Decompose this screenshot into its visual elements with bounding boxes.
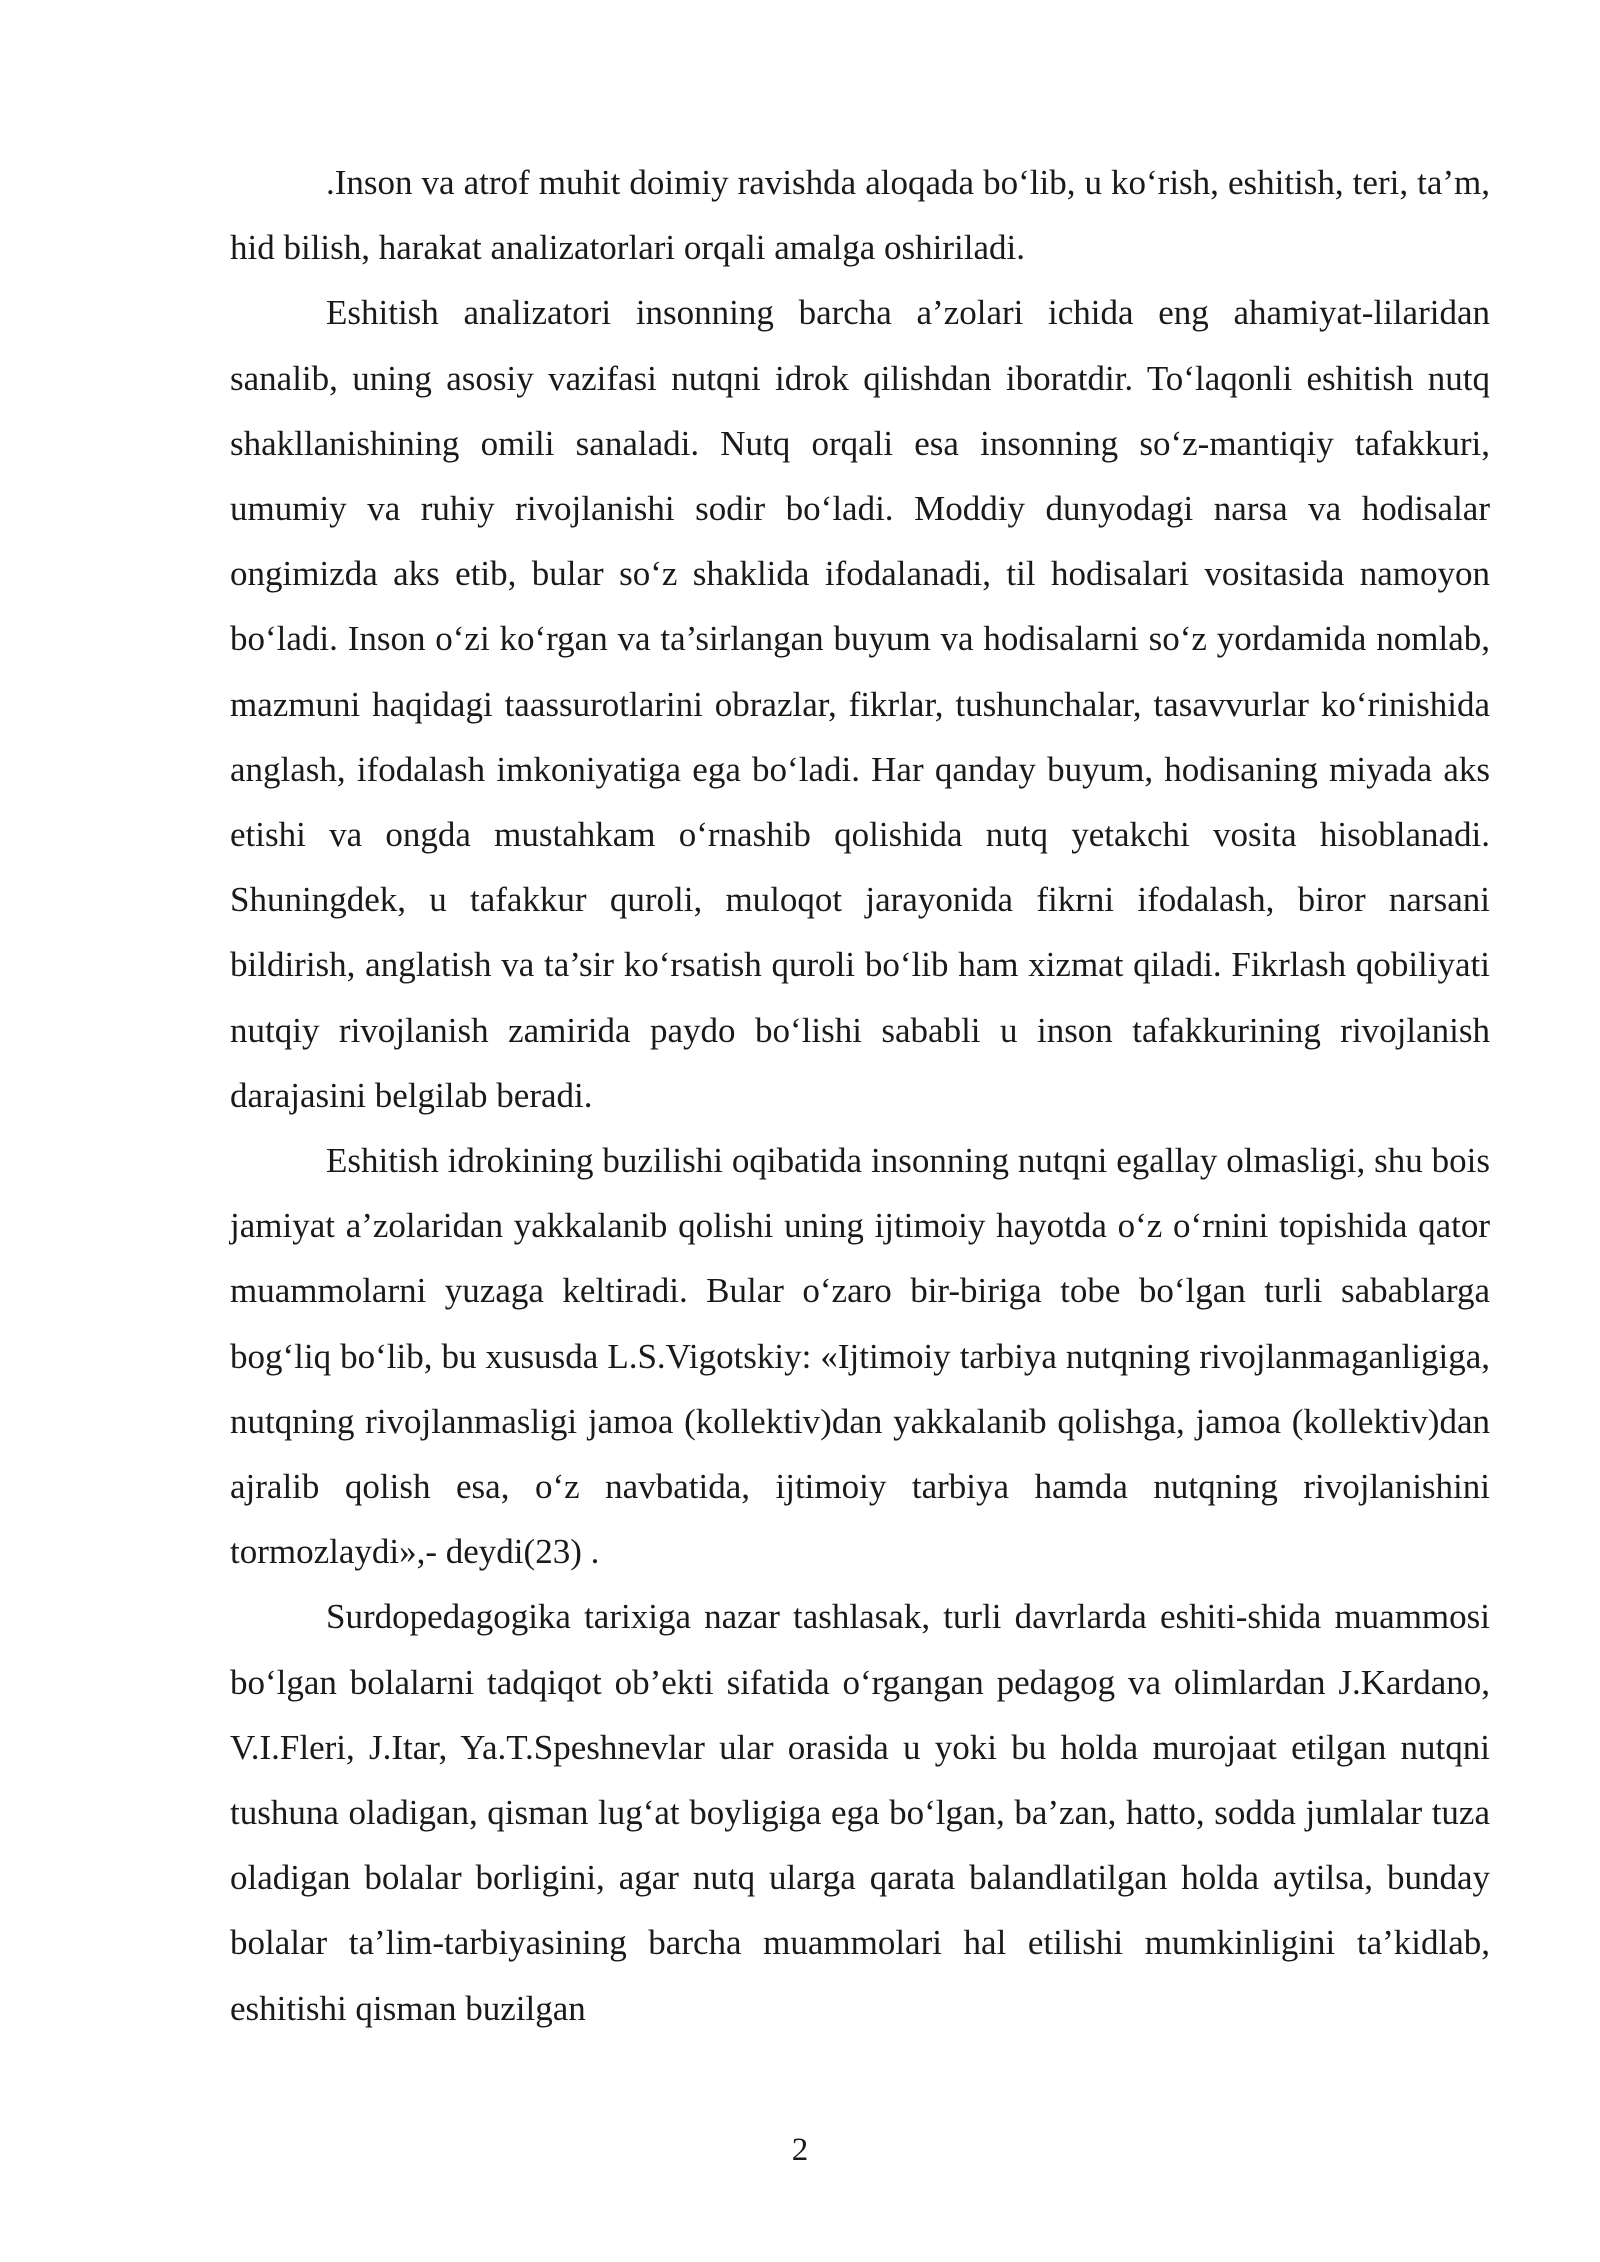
paragraph-4: Surdopedagogika tarixiga nazar tashlasak, turli davrlarda eshiti-shida muammosi bo‘lgan bolalarni tadqiqot ob’ekti sifatida o‘rgangan pedagog va olimlardan J.Kardano, V.I.Fleri, J.Itar, Ya.T.Speshnevlar ular orasida u yoki bu holda murojaat etilgan nutqni tushuna oladigan, qisman lug‘at boyligiga ega bo‘lgan, ba’zan, hatto, sodda jumlalar tuza oladigan bolalar borligini, agar nutq ularga qarata balandlatilgan holda aytilsa, bunday bolalar ta’lim-tarbiyasining barcha muammolari hal etilishi mumkinligini ta’kidlab, eshitishi qisman buzilgan	[230, 1597, 1490, 2028]
document-body	[230, 150, 1490, 2041]
paragraph-1: .Inson va atrof muhit doimiy ravishda aloqada bo‘lib, u ko‘rish, eshitish, teri, ta’m, hid bilish, harakat analizatorlari orqali amalga oshiriladi.	[230, 163, 1490, 268]
paragraph-2: Eshitish analizatori insonning barcha a’zolari ichida eng ahamiyat-lilaridan sanalib, uning asosiy vazifasi nutqni idrok qilishdan iboratdir. To‘laqonli eshitish nutq shakllanishining omili sanaladi. Nutq orqali esa insonning so‘z-mantiqiy tafakkuri, umumiy va ruhiy rivojlanishi sodir bo‘ladi. Moddiy dunyodagi narsa va hodisalar ongimizda aks etib, bular so‘z shaklida ifodalanadi, til hodisalari vositasida namoyon bo‘ladi. Inson o‘zi ko‘rgan va ta’sirlangan buyum va hodisalarni so‘z yordamida nomlab, mazmuni haqidagi taassurotlarini obrazlar, fikrlar, tushunchalar, tasavvurlar ko‘rinishida anglash, ifodalash imkoniyatiga ega bo‘ladi. Har qanday buyum, hodisaning miyada aks etishi va ongda mustahkam o‘rnashib qolishida nutq yetakchi vosita hisoblanadi. Shuningdek, u tafakkur quroli, muloqot jarayonida fikrni ifodalash, biror narsani bildirish, anglatish va ta’sir ko‘rsatish quroli bo‘lib ham xizmat qiladi. Fikrlash qobiliyati nutqiy rivojlanish zamirida paydo bo‘lishi sababli u inson tafakkurining rivojlanish darajasini belgilab beradi.	[230, 293, 1490, 1115]
paragraph-3: Eshitish idrokining buzilishi oqibatida insonning nutqni egallay olmasligi, shu bois jamiyat a’zolaridan yakkalanib qolishi uning ijtimoiy hayotda o‘z o‘rnini topishida qator muammolarni yuzaga keltiradi. Bular o‘zaro bir-biriga tobe bo‘lgan turli sabablarga bog‘liq bo‘lib, bu xususda L.S.Vigotskiy: «Ijtimoiy tarbiya nutqning rivojlanmaganligiga, nutqning rivojlanmasligi jamoa (kollektiv)dan yakkalanib qolishga, jamoa (kollektiv)dan ajralib qolish esa, o‘z navbatida, ijtimoiy tarbiya hamda nutqning rivojlanishini tormozlaydi»,- deydi(23) .	[230, 1141, 1490, 1572]
page-number: 2	[791, 2132, 809, 2168]
